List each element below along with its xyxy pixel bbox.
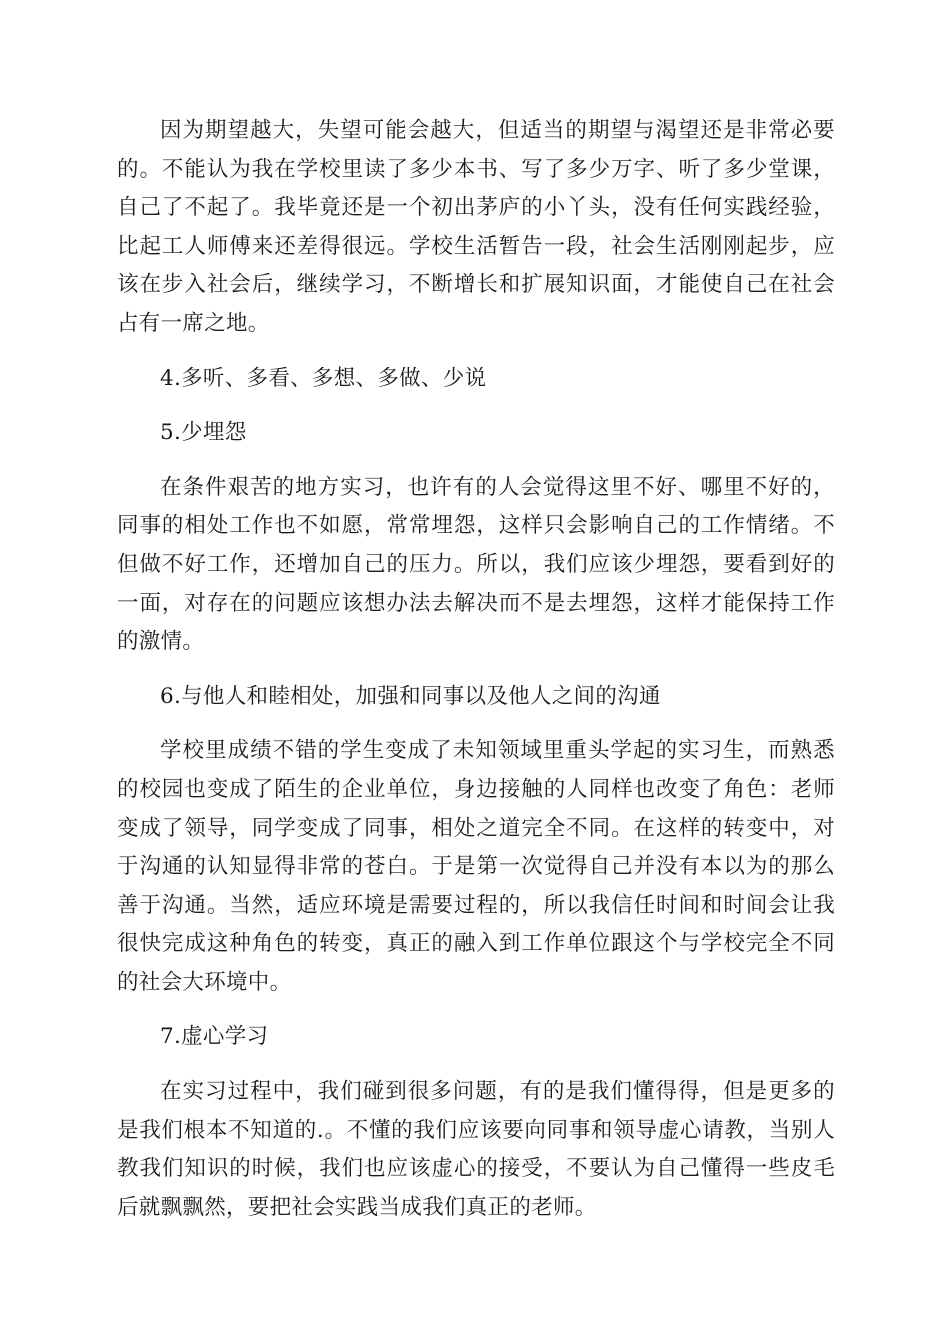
paragraph-humble-learning: 在实习过程中，我们碰到很多问题，有的是我们懂得得，但是更多的是我们根本不知道的.。不懂的我们应该要向同事和领导虚心请教，当别人教我们知识的时候，我们也应该虚心的接受，不要认为自己懂得一些皮毛后就飘飘然，要把社会实践当成我们真正的老师。 [117,1079,835,1220]
heading-5-complain-less: 5.少埋怨 [160,420,247,446]
spacer [117,398,835,414]
heading-6-get-along: 6.与他人和睦相处，加强和同事以及他人之间的沟通 [160,683,661,709]
spacer [117,344,835,360]
paragraph-expectations: 因为期望越大，失望可能会越大，但适当的期望与渴望还是非常必要的。不能认为我在学校里读了多少本书、写了多少万字、听了多少堂课，自己了不起了。我毕竟还是一个初出茅庐的小丫头，没有任何实践经验，比起工人师傅来还差得很远。学校生活暂告一段，社会生活刚刚起步，应该在步入社会后，继续学习，不断增长和扩展知识面，才能使自己在社会占有一席之地。 [117,118,835,336]
heading-7-humble-learning: 7.虚心学习 [160,1024,269,1050]
spacer [117,1057,835,1073]
spacer [117,716,835,732]
document-body [117,112,835,1227]
spacer [117,453,835,469]
spacer [117,662,835,678]
spacer [117,1002,835,1018]
paragraph-communication: 学校里成绩不错的学生变成了未知领域里重头学起的实习生，而熟悉的校园也变成了陌生的企业单位，身边接触的人同样也改变了角色：老师变成了领导，同学变成了同事，相处之道完全不同。在这样的转变中，对于沟通的认知显得非常的苍白。于是第一次觉得自己并没有本以为的那么善于沟通。当然，适应环境是需要过程的，所以我信任时间和时间会让我很快完成这种角色的转变，真正的融入到工作单位跟这个与学校完全不同的社会大环境中。 [117,738,835,995]
heading-4-listen-more: 4.多听、多看、多想、多做、少说 [160,365,487,391]
paragraph-complain-less: 在条件艰苦的地方实习，也许有的人会觉得这里不好、哪里不好的，同事的相处工作也不如愿，常常埋怨，这样只会影响自己的工作情绪。不但做不好工作，还增加自己的压力。所以，我们应该少埋怨，要看到好的一面，对存在的问题应该想办法去解决而不是去埋怨，这样才能保持工作的激情。 [117,474,835,655]
